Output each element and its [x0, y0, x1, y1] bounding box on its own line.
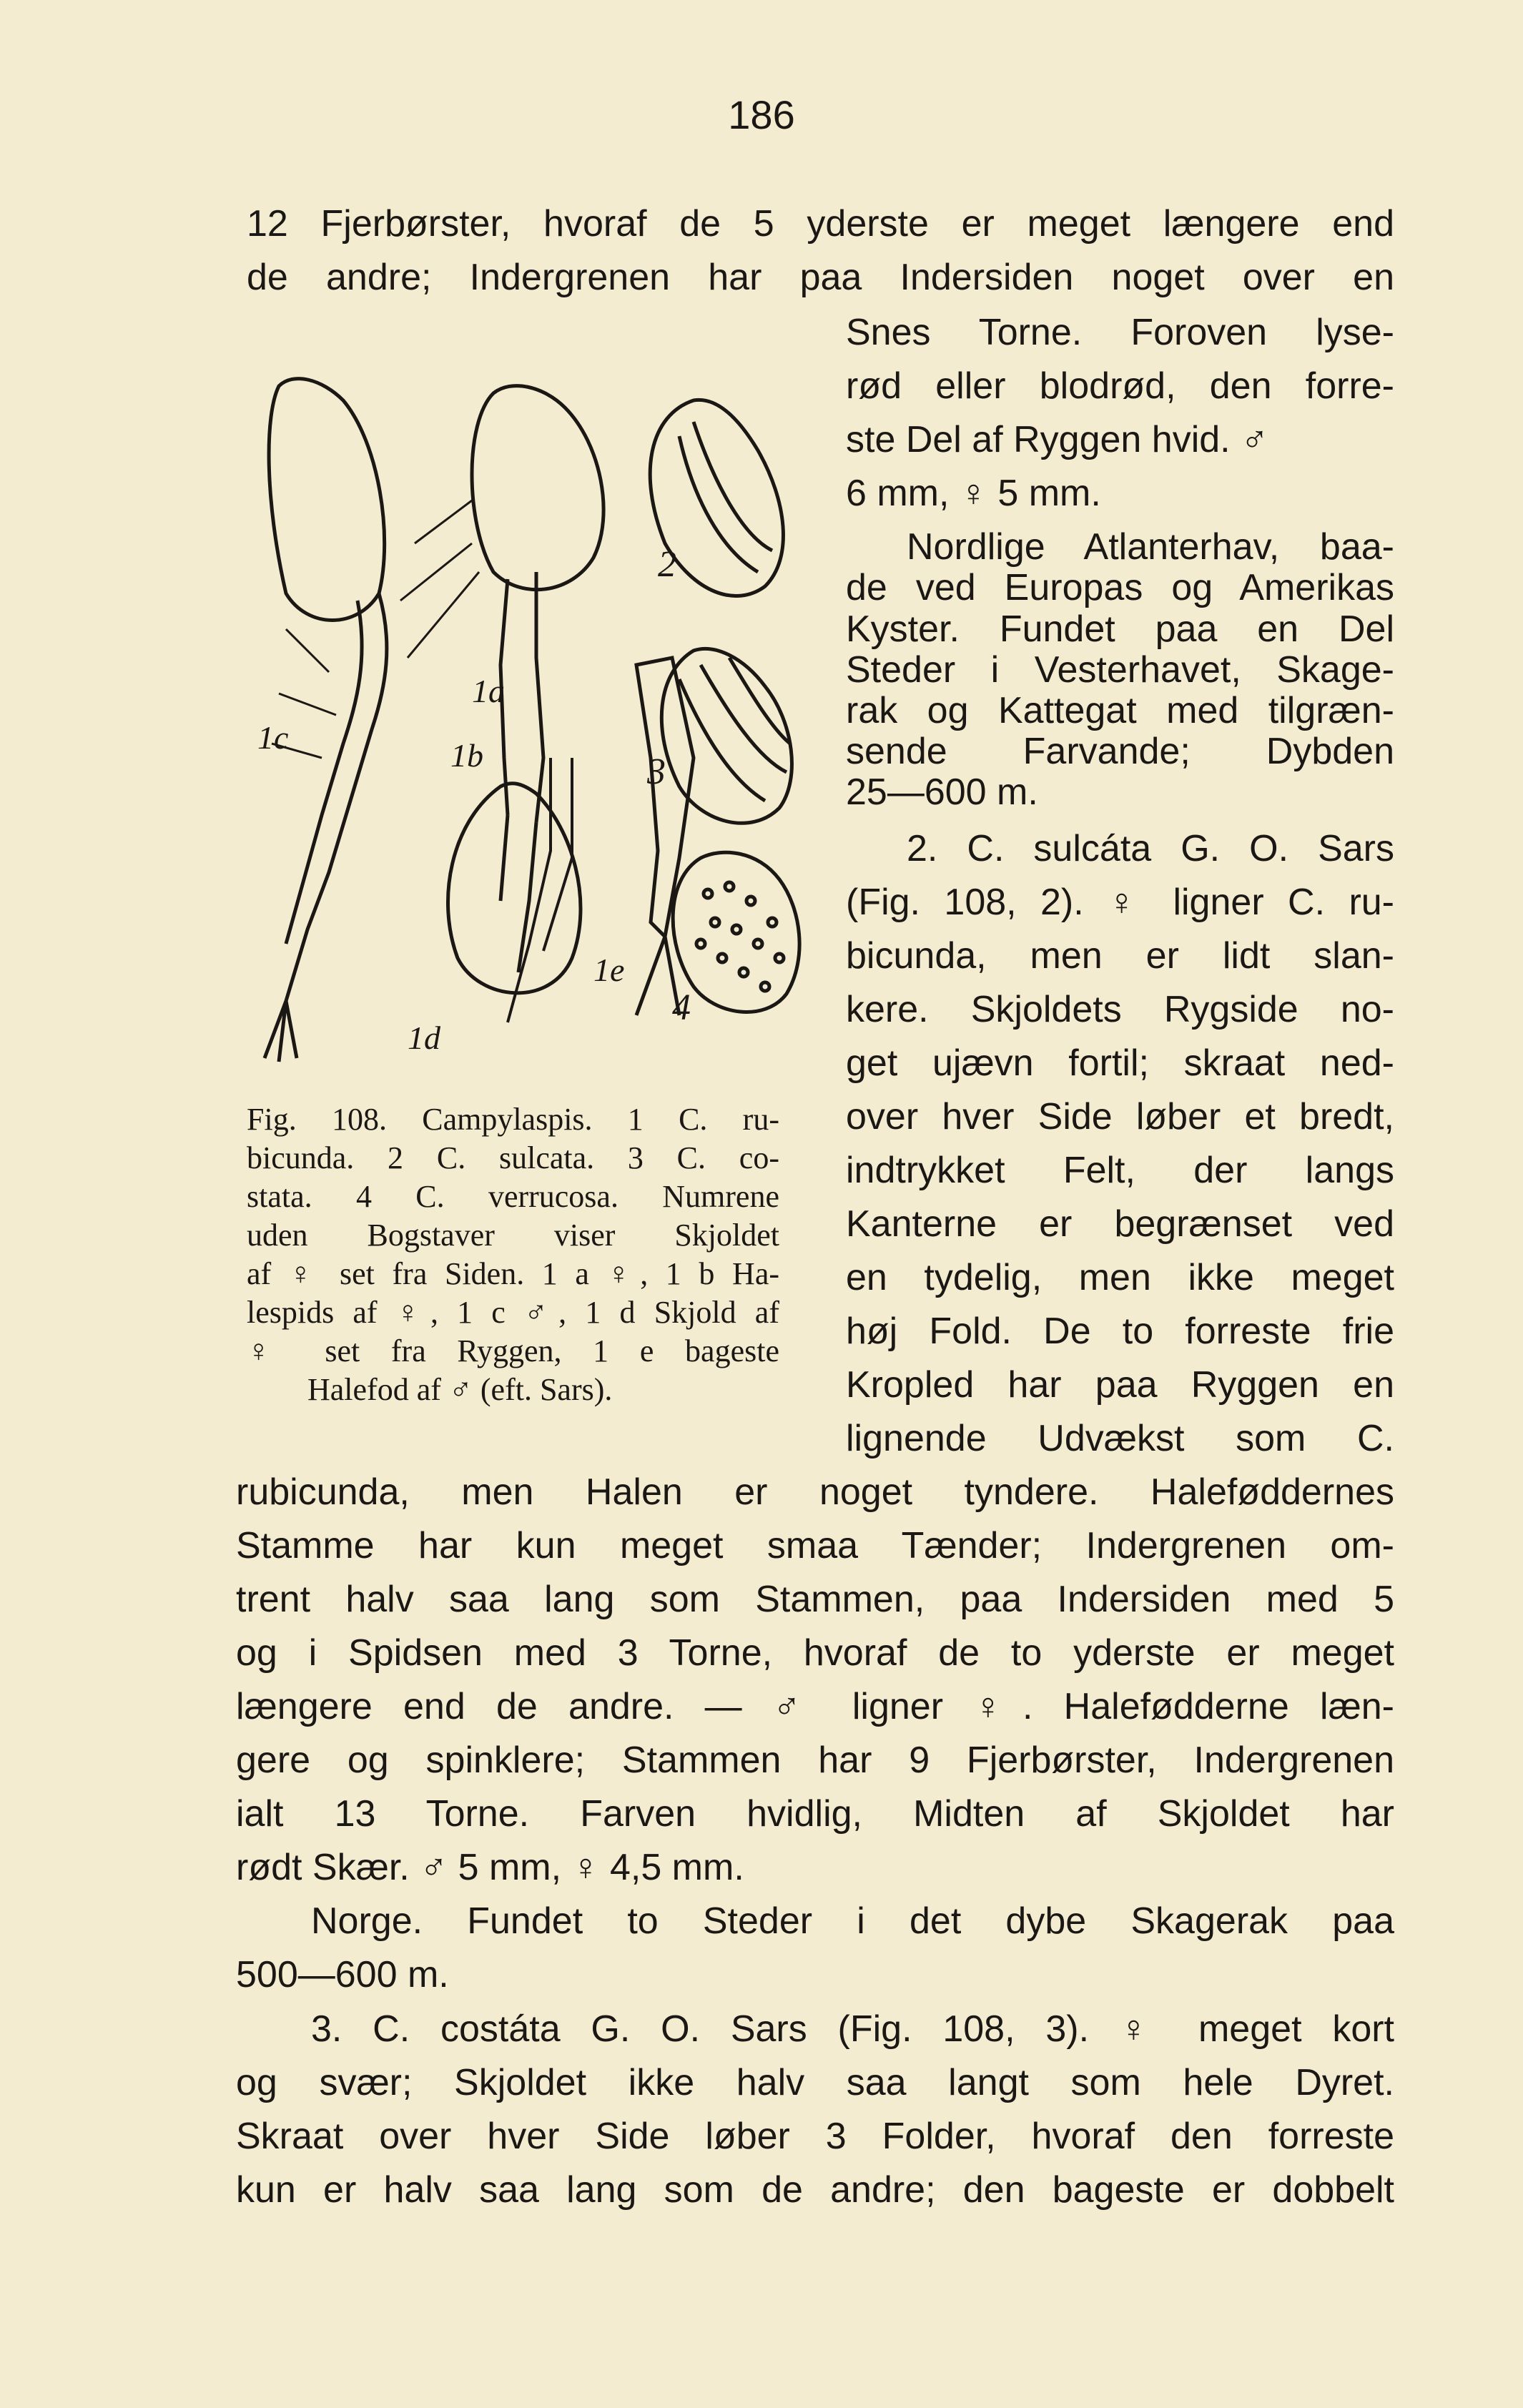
figure-caption-line: uden Bogstaver viser Skjoldet: [247, 1218, 779, 1253]
fig-label-1c: 1c: [257, 719, 289, 756]
text-line: kere. Skjoldets Rygside no-: [846, 989, 1394, 1030]
text-line: sende Farvande; Dybden: [846, 731, 1394, 772]
fig-label-1e: 1e: [593, 952, 625, 988]
text-line: og svær; Skjoldet ikke halv saa langt som hele Dyret.: [236, 2062, 1394, 2103]
figure-caption-line: Fig. 108. Campylaspis. 1 C. ru-: [247, 1102, 779, 1137]
figure-caption-line: ♀ set fra Ryggen, 1 e bageste: [247, 1333, 779, 1368]
fig-label-1a: 1a: [472, 673, 505, 709]
text-line: de ved Europas og Amerikas: [846, 567, 1394, 608]
text-line: 12 Fjerbørster, hvoraf de 5 yderste er meget længere end: [247, 203, 1394, 245]
text-line: Kanterne er begrænset ved: [846, 1203, 1394, 1245]
text-line: 500—600 m.: [236, 1954, 449, 1995]
text-line: Snes Torne. Foroven lyse-: [846, 312, 1394, 353]
text-line: Nordlige Atlanterhav, baa-: [907, 526, 1394, 568]
fig-label-2: 2: [658, 544, 676, 585]
text-line: 2. C. sulcáta G. O. Sars: [907, 828, 1394, 869]
page-number: 186: [728, 92, 795, 137]
text-line: en tydelig, men ikke meget: [846, 1257, 1394, 1298]
text-line: indtrykket Felt, der langs: [846, 1150, 1394, 1191]
figure-caption-line: stata. 4 C. verrucosa. Numrene: [247, 1179, 779, 1214]
fig-label-1b: 1b: [450, 737, 483, 774]
text-line: (Fig. 108, 2). ♀ ligner C. ru-: [846, 882, 1394, 923]
figure-108-illustration: [236, 357, 808, 1080]
text-line: rød eller blodrød, den forre-: [846, 365, 1394, 407]
figure-caption-line: bicunda. 2 C. sulcata. 3 C. co-: [247, 1140, 779, 1175]
text-line: høj Fold. De to forreste frie: [846, 1311, 1394, 1352]
fig-label-3: 3: [647, 751, 666, 792]
text-line: get ujævn fortil; skraat ned-: [846, 1042, 1394, 1084]
text-line: længere end de andre. — ♂ ligner ♀. Halefødderne læn-: [236, 1686, 1394, 1727]
text-line: Steder i Vesterhavet, Skage-: [846, 649, 1394, 691]
text-line: over hver Side løber et bredt,: [846, 1096, 1394, 1138]
text-line: ste Del af Ryggen hvid. ♂: [846, 419, 1269, 460]
text-line: Skraat over hver Side løber 3 Folder, hvoraf den forreste: [236, 2116, 1394, 2157]
text-line: rødt Skær. ♂ 5 mm, ♀ 4,5 mm.: [236, 1847, 744, 1888]
text-line: Stamme har kun meget smaa Tænder; Indergrenen om-: [236, 1525, 1394, 1566]
text-line: trent halv saa lang som Stammen, paa Indersiden med 5: [236, 1579, 1394, 1620]
text-line: 3. C. costáta G. O. Sars (Fig. 108, 3). ♀ meget kort: [311, 2008, 1394, 2050]
text-line: kun er halv saa lang som de andre; den bageste er dobbelt: [236, 2169, 1394, 2211]
text-line: Norge. Fundet to Steder i det dybe Skagerak paa: [311, 1900, 1394, 1942]
text-line: Kropled har paa Ryggen en: [846, 1364, 1394, 1406]
text-line: gere og spinklere; Stammen har 9 Fjerbørster, Indergrenen: [236, 1740, 1394, 1781]
text-line: rubicunda, men Halen er noget tyndere. Haleføddernes: [236, 1471, 1394, 1513]
fig-label-1d: 1d: [408, 1020, 440, 1056]
figure-caption-line: af ♀ set fra Siden. 1 a ♀, 1 b Ha-: [247, 1256, 779, 1291]
text-line: ialt 13 Torne. Farven hvidlig, Midten af Skjoldet har: [236, 1793, 1394, 1835]
text-line: de andre; Indergrenen har paa Indersiden noget over en: [247, 257, 1394, 298]
text-line: lignende Udvækst som C.: [846, 1418, 1394, 1459]
text-line: bicunda, men er lidt slan-: [846, 935, 1394, 977]
campylaspis-drawing: [236, 357, 808, 1080]
text-line: rak og Kattegat med tilgræn-: [846, 690, 1394, 731]
figure-caption-line: lespids af ♀, 1 c ♂, 1 d Skjold af: [247, 1295, 779, 1330]
text-line: Kyster. Fundet paa en Del: [846, 608, 1394, 650]
fig-label-4: 4: [672, 987, 691, 1028]
text-line: og i Spidsen med 3 Torne, hvoraf de to yderste er meget: [236, 1632, 1394, 1674]
text-line: 6 mm, ♀ 5 mm.: [846, 473, 1101, 514]
text-line: 25—600 m.: [846, 771, 1038, 813]
figure-caption-line: Halefod af ♂ (eft. Sars).: [307, 1372, 613, 1407]
